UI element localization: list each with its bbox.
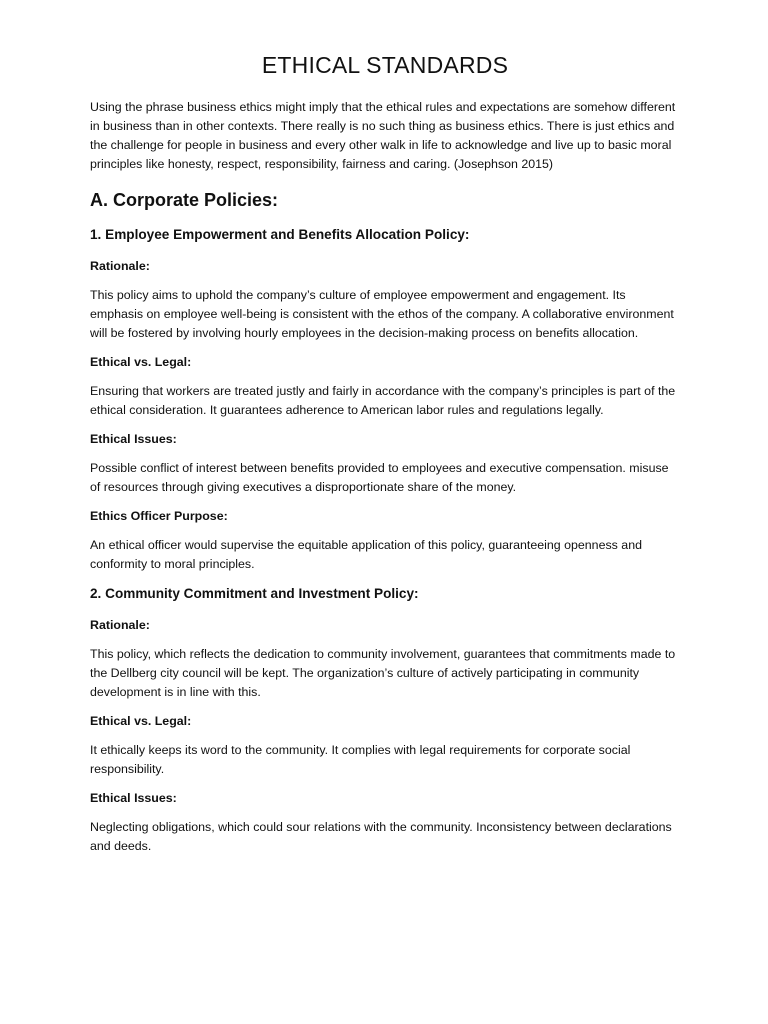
policy-2-heading	[90, 584, 680, 604]
policy-1-issues-label: Ethical Issues:	[90, 432, 177, 446]
policy-2-ethical-legal: It ethically keeps its word to the community. It complies with legal requirements for corporate social responsibility.	[90, 743, 631, 776]
document-title: ETHICAL STANDARDS	[261, 52, 509, 78]
policy-2-issues: Neglecting obligations, which could sour relations with the community. Inconsistency between declarations and deeds.	[90, 820, 672, 853]
policy-1-issues: Possible conflict of interest between benefits provided to employees and executive compensation. misuse of resources through giving executives a disproportionate share of the money.	[90, 461, 669, 494]
intro-paragraph: Using the phrase business ethics might imply that the ethical rules and expectations are somehow different in business than in other contexts. There really is no such thing as business ethics. There is just ethics and the challenge for people in business and every other walk in life to acknowledge and live up to basic moral principles like honesty, respect, responsibility, fairness and caring. (Josephson 2015)	[90, 100, 676, 171]
policy-2-ethical-legal-label: Ethical vs. Legal:	[90, 714, 192, 728]
policy-1-officer-label: Ethics Officer Purpose:	[90, 509, 228, 523]
policy-1-rationale-label: Rationale:	[90, 259, 150, 273]
policy-1-officer: An ethical officer would supervise the equitable application of this policy, guaranteeing openness and conformity to moral principles.	[90, 538, 642, 571]
policy-1-rationale: This policy aims to uphold the company’s culture of employee empowerment and engagement. Its emphasis on employee well-being is consistent with the ethos of the company. A collaborative environment will be fostered by involving hourly employees in the decision-making process on benefits allocation.	[90, 288, 674, 340]
policy-2-rationale-label: Rationale:	[90, 618, 150, 632]
policy-2-issues-label: Ethical Issues:	[90, 791, 177, 805]
policy-2-title: Community Commitment and Investment Policy:	[105, 586, 419, 601]
policy-1-ethical-legal-label: Ethical vs. Legal:	[90, 355, 192, 369]
policy-2-rationale: This policy, which reflects the dedication to community involvement, guarantees that commitments made to the Dellberg city council will be kept. The organization’s culture of actively participating in community development is in line with this.	[90, 647, 676, 699]
document-page	[90, 50, 680, 866]
policy-1-heading	[90, 225, 680, 245]
policy-1	[90, 225, 680, 574]
policy-2	[90, 584, 680, 856]
policy-1-number: 1.	[90, 227, 102, 242]
policy-2-number: 2.	[90, 586, 102, 601]
policy-1-title: Employee Empowerment and Benefits Allocation Policy:	[105, 227, 470, 242]
policy-1-ethical-legal: Ensuring that workers are treated justly and fairly in accordance with the company’s principles is part of the ethical consideration. It guarantees adherence to American labor rules and regulations legally.	[90, 384, 676, 417]
section-heading-corporate-policies: A. Corporate Policies:	[90, 190, 279, 210]
